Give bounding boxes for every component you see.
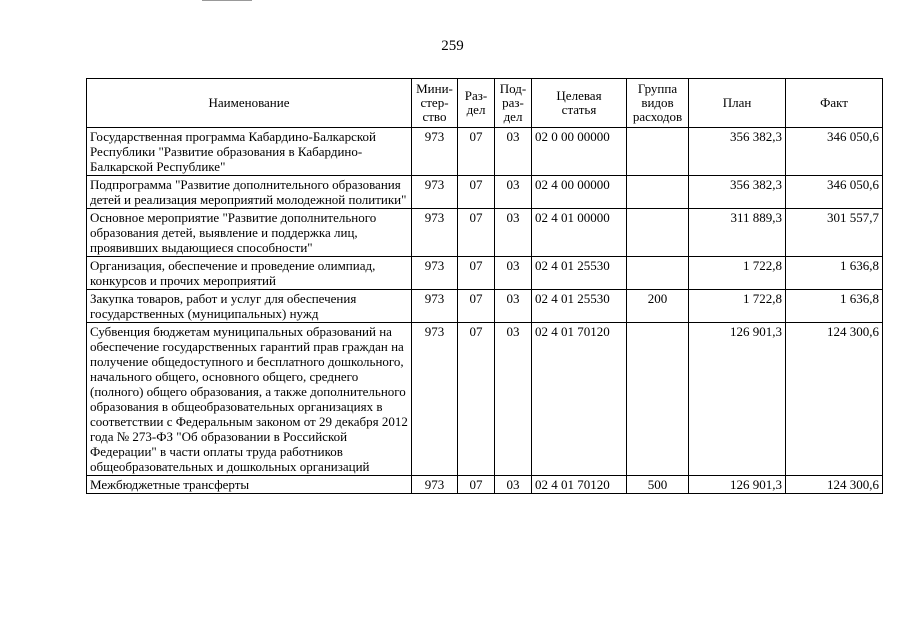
row-name: Основное мероприятие "Развитие дополнительного образования детей, выявление и поддержка лиц, проявивших выдающиеся способности" <box>87 209 412 257</box>
row-subsection: 03 <box>495 209 532 257</box>
row-ministry: 973 <box>412 209 458 257</box>
row-target: 02 4 01 70120 <box>532 476 627 494</box>
row-name: Закупка товаров, работ и услуг для обеспечения государственных (муниципальных) нужд <box>87 290 412 323</box>
header-row <box>87 79 883 128</box>
row-plan: 311 889,3 <box>689 209 786 257</box>
row-plan: 126 901,3 <box>689 323 786 476</box>
row-group <box>627 128 689 176</box>
row-target: 02 4 01 25530 <box>532 257 627 290</box>
row-section: 07 <box>458 257 495 290</box>
row-plan: 1 722,8 <box>689 257 786 290</box>
row-subsection: 03 <box>495 176 532 209</box>
header-subsection <box>495 79 532 128</box>
row-plan: 1 722,8 <box>689 290 786 323</box>
table-row <box>87 128 883 176</box>
row-fact: 346 050,6 <box>786 176 883 209</box>
row-fact: 1 636,8 <box>786 257 883 290</box>
table-row <box>87 209 883 257</box>
row-group: 500 <box>627 476 689 494</box>
row-target: 02 4 00 00000 <box>532 176 627 209</box>
row-subsection: 03 <box>495 323 532 476</box>
table-row <box>87 176 883 209</box>
header-target <box>532 79 627 128</box>
row-target: 02 0 00 00000 <box>532 128 627 176</box>
row-name: Государственная программа Кабардино-Балкарской Республики "Развитие образования в Кабардино-Балкарской Республике" <box>87 128 412 176</box>
header-plan: План <box>689 79 786 128</box>
row-subsection: 03 <box>495 257 532 290</box>
row-ministry: 973 <box>412 476 458 494</box>
row-ministry: 973 <box>412 257 458 290</box>
row-plan: 356 382,3 <box>689 176 786 209</box>
header-name: Наименование <box>87 79 412 128</box>
row-name: Межбюджетные трансферты <box>87 476 412 494</box>
row-section: 07 <box>458 176 495 209</box>
top-margin-line <box>202 0 252 1</box>
header-group-text: Группа видов расходов <box>632 81 683 124</box>
row-ministry: 973 <box>412 128 458 176</box>
row-target: 02 4 01 00000 <box>532 209 627 257</box>
row-ministry: 973 <box>412 176 458 209</box>
row-ministry: 973 <box>412 323 458 476</box>
page-number: 259 <box>441 38 464 54</box>
header-target-text: Целевая статья <box>556 88 602 117</box>
row-fact: 124 300,6 <box>786 323 883 476</box>
row-section: 07 <box>458 476 495 494</box>
row-name: Подпрограмма "Развитие дополнительного образования детей и реализация мероприятий молодежной политики" <box>87 176 412 209</box>
table-row <box>87 257 883 290</box>
row-plan: 356 382,3 <box>689 128 786 176</box>
row-group <box>627 176 689 209</box>
row-plan: 126 901,3 <box>689 476 786 494</box>
table-row <box>87 476 883 494</box>
row-target: 02 4 01 25530 <box>532 290 627 323</box>
table-row <box>87 323 883 476</box>
row-group <box>627 209 689 257</box>
row-section: 07 <box>458 128 495 176</box>
row-ministry: 973 <box>412 290 458 323</box>
budget-table <box>86 78 883 494</box>
row-fact: 346 050,6 <box>786 128 883 176</box>
row-section: 07 <box>458 290 495 323</box>
row-group <box>627 257 689 290</box>
row-subsection: 03 <box>495 476 532 494</box>
header-fact: Факт <box>786 79 883 128</box>
header-ministry-text: Мини- стер- ство <box>416 81 453 124</box>
header-section <box>458 79 495 128</box>
row-fact: 301 557,7 <box>786 209 883 257</box>
row-name: Организация, обеспечение и проведение олимпиад, конкурсов и прочих мероприятий <box>87 257 412 290</box>
row-section: 07 <box>458 323 495 476</box>
row-fact: 124 300,6 <box>786 476 883 494</box>
header-section-text: Раз- дел <box>464 88 488 117</box>
header-ministry <box>412 79 458 128</box>
header-group <box>627 79 689 128</box>
row-subsection: 03 <box>495 290 532 323</box>
row-group <box>627 323 689 476</box>
row-subsection: 03 <box>495 128 532 176</box>
row-name: Субвенция бюджетам муниципальных образований на обеспечение государственных гарантий прав граждан на получение общедоступного и бесплатного дошкольного, начального общего, основного общего, среднего (полного) общего образования, а также дополнительного образования в общеобразовательных организациях в соответствии с Федеральным законом от 29 декабря 2012 года № 273-ФЗ "Об образовании в Российской Федерации" в части оплаты труда работников общеобразовательных и дошкольных организаций <box>87 323 412 476</box>
row-target: 02 4 01 70120 <box>532 323 627 476</box>
table-row <box>87 290 883 323</box>
header-subsection-text: Под- раз- дел <box>499 81 527 124</box>
row-section: 07 <box>458 209 495 257</box>
row-fact: 1 636,8 <box>786 290 883 323</box>
row-group: 200 <box>627 290 689 323</box>
